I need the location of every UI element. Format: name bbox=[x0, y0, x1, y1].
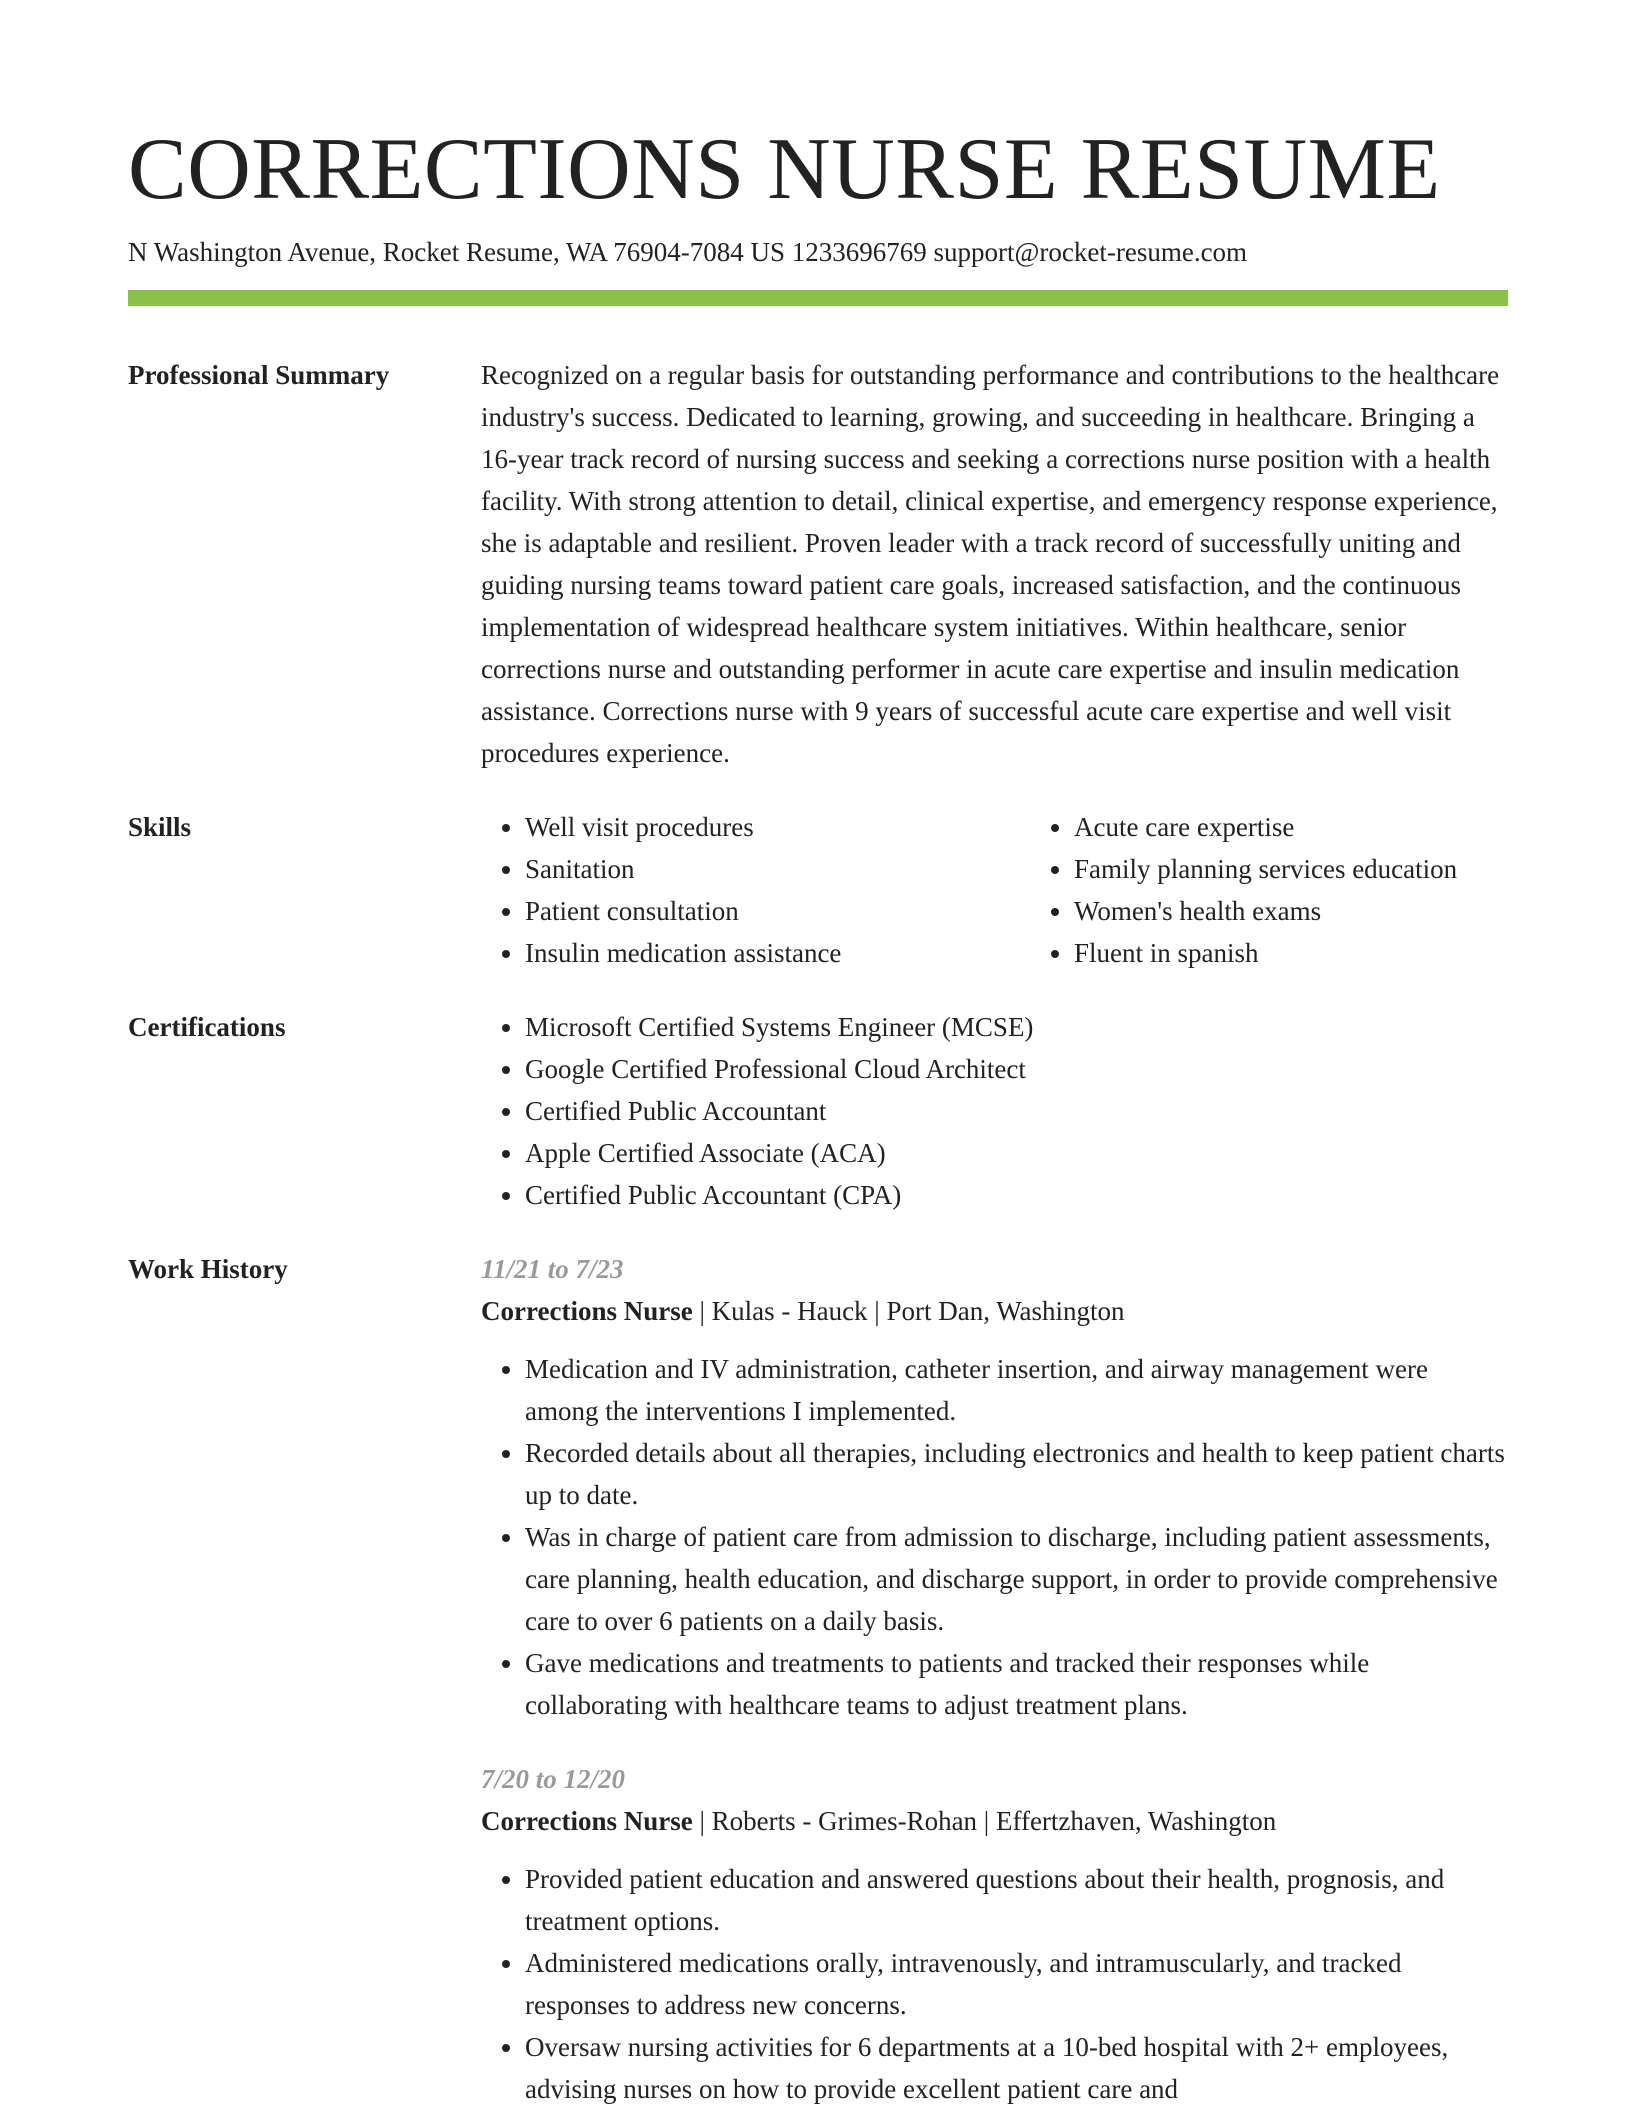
job-dates: 7/20 to 12/20 bbox=[481, 1764, 626, 1794]
skill-item: • Family planning services education bbox=[1074, 848, 1579, 890]
certifications-content bbox=[481, 1006, 1508, 1216]
section-work-history bbox=[128, 1248, 1508, 2110]
skill-item: • Insulin medication assistance bbox=[525, 932, 1030, 974]
section-skills bbox=[128, 806, 1508, 974]
summary-text: Recognized on a regular basis for outstanding performance and contributions to the healthcare industry's success. Dedicated to learning, growing, and succeeding in healthcare. Bringing a 16-year track record of nursing success and seeking a corrections nurse position with a health facility. With strong attention to detail, clinical expertise, and emergency response experience, she is adaptable and resilient. Proven leader with a track record of successfully uniting and guiding nursing teams toward patient care goals, increased satisfaction, and the continuous implementation of widespread healthcare system initiatives. Within healthcare, senior corrections nurse and outstanding performer in acute care expertise and insulin medication assistance. Corrections nurse with 9 years of successful acute care expertise and well visit procedures experience. bbox=[481, 360, 1500, 768]
job-details: | Kulas - Hauck | Port Dan, Washington bbox=[692, 1296, 1125, 1326]
certification-item: • Microsoft Certified Systems Engineer (MCSE) bbox=[525, 1006, 1508, 1048]
work-history-content bbox=[481, 1248, 1508, 2110]
job-bullets bbox=[481, 1858, 1508, 2110]
job-entry bbox=[481, 1758, 1508, 2110]
job-title: Corrections Nurse bbox=[481, 1806, 693, 1836]
certification-item: • Certified Public Accountant (CPA) bbox=[525, 1174, 1508, 1216]
skills-list-right bbox=[1030, 806, 1579, 974]
contact-line: N Washington Avenue, Rocket Resume, WA 76904-7084 US 1233696769 support@rocket-resume.com bbox=[128, 237, 1248, 267]
section-label: Certifications bbox=[128, 1012, 286, 1042]
skill-item: • Well visit procedures bbox=[525, 806, 1030, 848]
resume-title: CORRECTIONS NURSE RESUME bbox=[128, 121, 1441, 218]
accent-divider bbox=[128, 290, 1508, 306]
job-bullets bbox=[481, 1348, 1508, 1726]
skill-item: • Acute care expertise bbox=[1074, 806, 1579, 848]
section-certifications bbox=[128, 1006, 1508, 1216]
job-bullet: • Oversaw nursing activities for 6 departments at a 10-bed hospital with 2+ employees, advising nurses on how to provide excellent patient care and bbox=[525, 2026, 1508, 2110]
job-bullet: • Administered medications orally, intravenously, and intramuscularly, and tracked responses to address new concerns. bbox=[525, 1942, 1508, 2026]
job-bullet: • Gave medications and treatments to patients and tracked their responses while collaborating with healthcare teams to adjust treatment plans. bbox=[525, 1642, 1508, 1726]
certifications-list bbox=[481, 1006, 1508, 1216]
skill-item: • Patient consultation bbox=[525, 890, 1030, 932]
skills-list-left bbox=[481, 806, 1030, 974]
job-entry bbox=[481, 1248, 1508, 1726]
skill-item: • Fluent in spanish bbox=[1074, 932, 1579, 974]
job-bullet: • Provided patient education and answered questions about their health, prognosis, and treatment options. bbox=[525, 1858, 1508, 1942]
section-professional-summary bbox=[128, 354, 1508, 774]
section-label: Professional Summary bbox=[128, 360, 390, 390]
job-title: Corrections Nurse bbox=[481, 1296, 693, 1326]
skill-item: • Women's health exams bbox=[1074, 890, 1579, 932]
section-label: Work History bbox=[128, 1254, 288, 1284]
job-heading bbox=[481, 1800, 1508, 1842]
resume-page bbox=[128, 118, 1508, 2110]
job-dates: 11/21 to 7/23 bbox=[481, 1254, 624, 1284]
job-bullet: • Recorded details about all therapies, including electronics and health to keep patient charts up to date. bbox=[525, 1432, 1508, 1516]
job-heading bbox=[481, 1290, 1508, 1332]
skill-item: • Sanitation bbox=[525, 848, 1030, 890]
section-label: Skills bbox=[128, 812, 192, 842]
job-bullet: • Was in charge of patient care from admission to discharge, including patient assessments, care planning, health education, and discharge support, in order to provide comprehensive care to over 6 patients on a daily basis. bbox=[525, 1516, 1508, 1642]
certification-item: • Certified Public Accountant bbox=[525, 1090, 1508, 1132]
job-details: | Roberts - Grimes-Rohan | Effertzhaven, Washington bbox=[692, 1806, 1277, 1836]
job-bullet: • Medication and IV administration, catheter insertion, and airway management were among the interventions I implemented. bbox=[525, 1348, 1508, 1432]
skills-grid bbox=[481, 806, 1579, 974]
certification-item: • Apple Certified Associate (ACA) bbox=[525, 1132, 1508, 1174]
certification-item: • Google Certified Professional Cloud Architect bbox=[525, 1048, 1508, 1090]
